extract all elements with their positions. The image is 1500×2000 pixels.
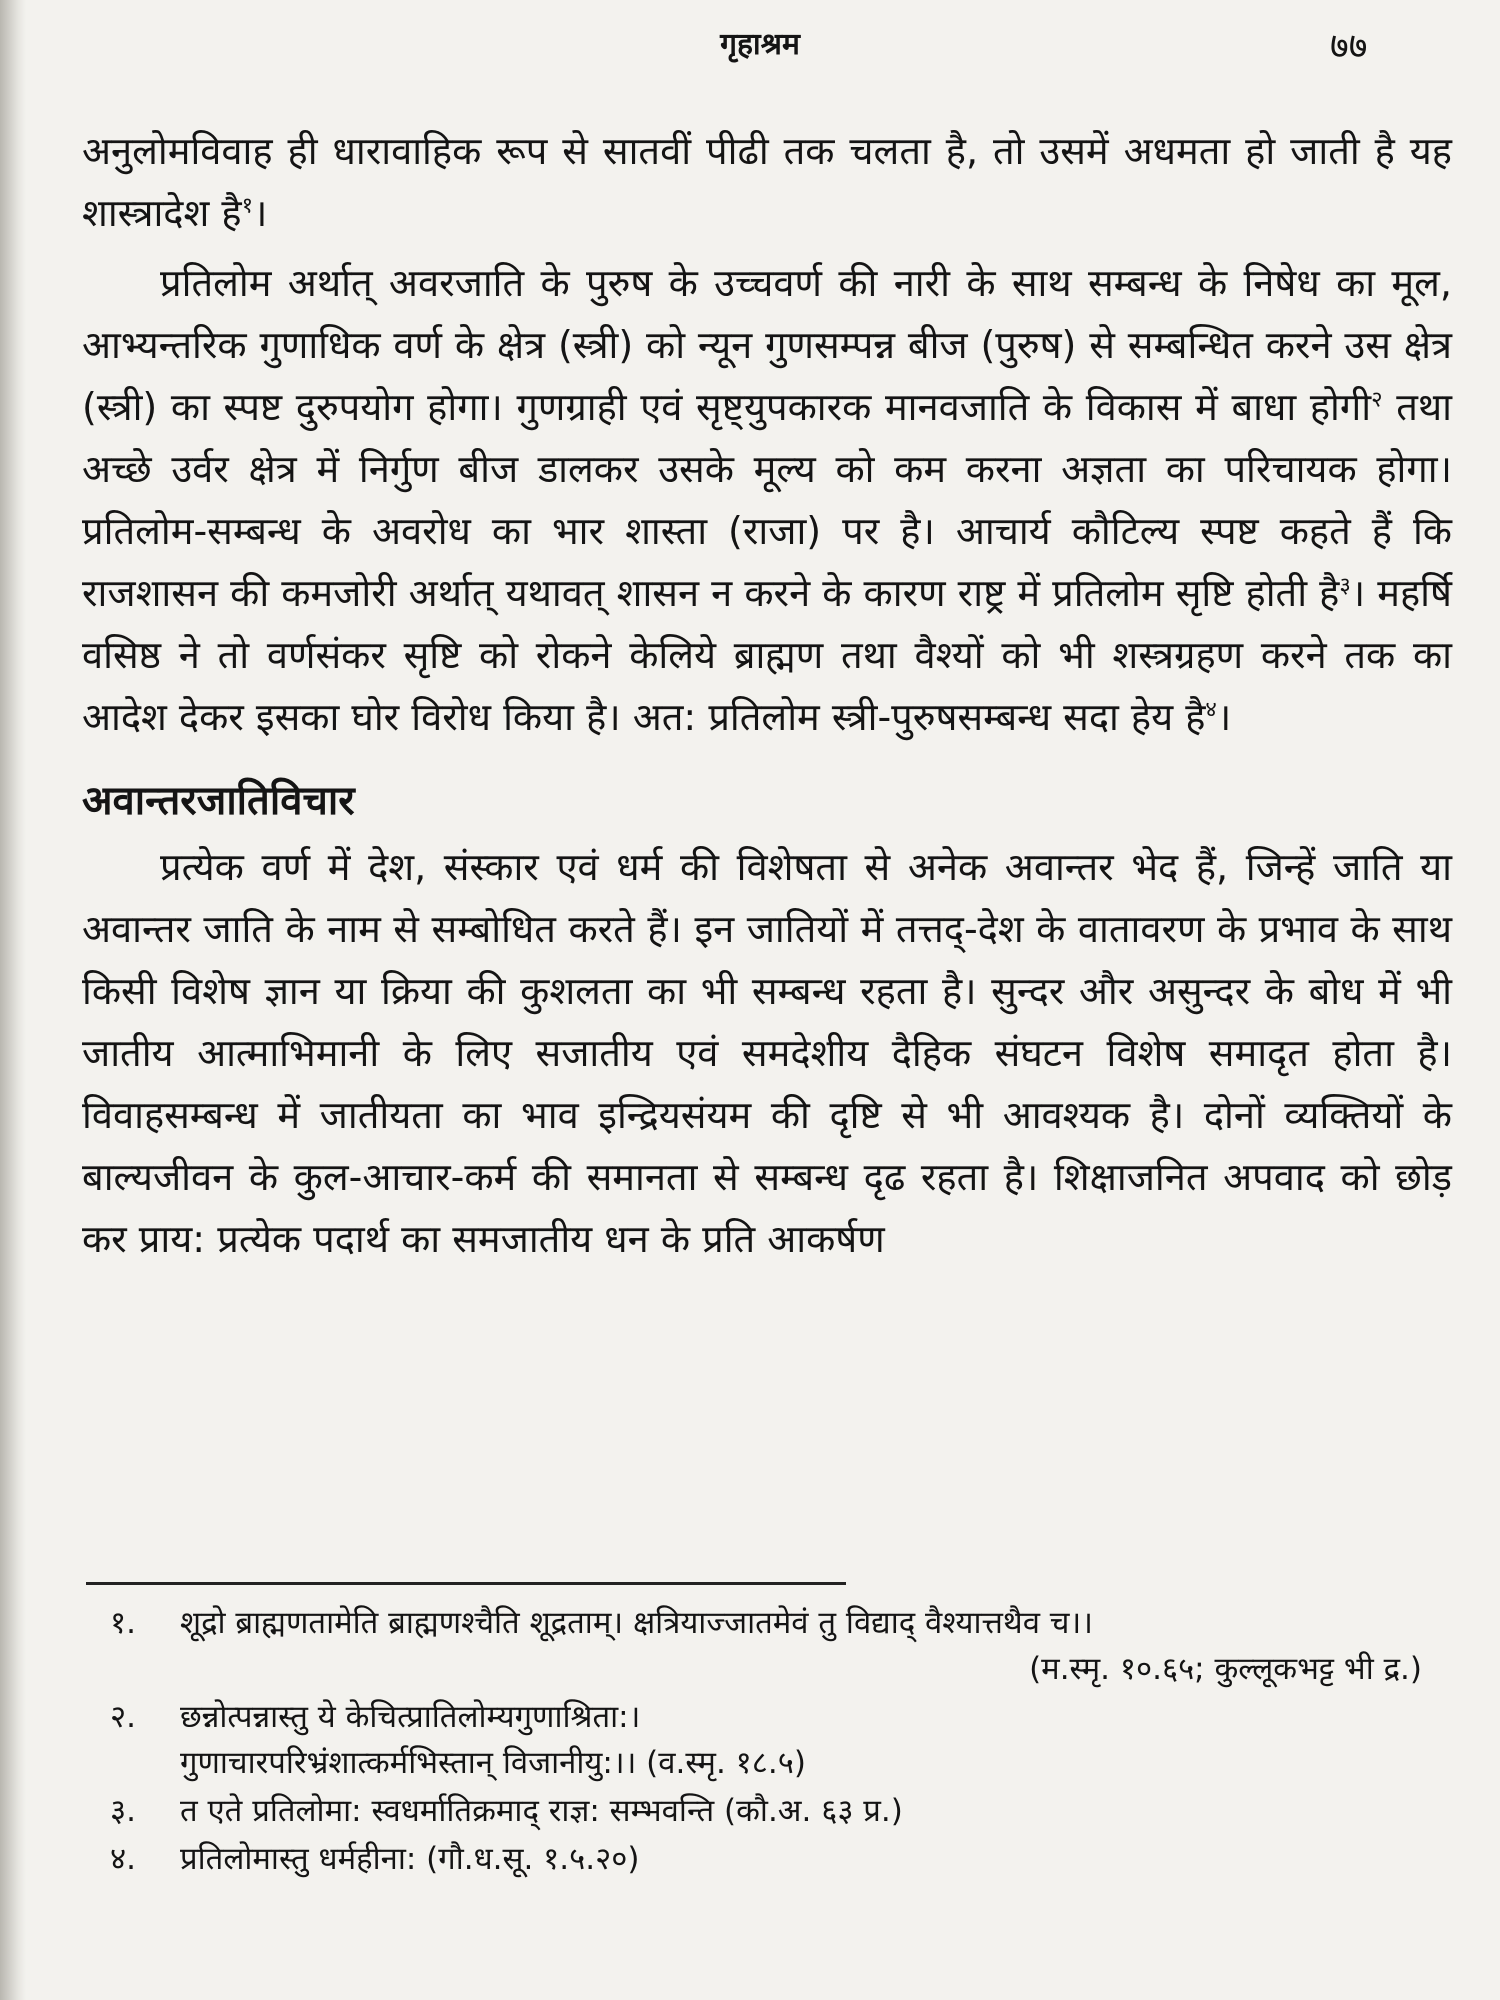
section-heading: अवान्तरजातिविचार bbox=[82, 778, 355, 824]
footnote-source: (म.स्मृ. १०.६५; कुल्लूकभट्ट भी द्र.) bbox=[1029, 1651, 1422, 1687]
footnote-divider bbox=[86, 1582, 846, 1585]
footnote-2 bbox=[110, 1694, 1450, 1786]
paragraph-3-text: प्रत्येक वर्ण में देश, संस्कार एवं धर्म की विशेषता से अनेक अवान्तर भेद हैं, जिन्हें जाति या अवान्तर जाति के नाम से सम्बोधित करते हैं। इन जातियों में तत्तद्-देश के वातावरण के प्रभाव के साथ किसी विशेष ज्ञान या क्रिया की कुशलता का भी सम्बन्ध रहता है। सुन्दर और असुन्दर के बोध में भी जातीय आत्माभिमानी के लिए सजातीय एवं समदेशीय दैहिक संघटन विशेष समादृत होता है। विवाहसम्बन्ध में जातीयता का भाव इन्द्रियसंयम की दृष्टि से भी आवश्यक है। दोनों व्यक्तियों के बाल्यजीवन के कुल-आचार-कर्म की समानता से सम्बन्ध दृढ रहता है। शिक्षाजनित अपवाद को छोड़ कर प्राय: प्रत्येक पदार्थ का समजातीय धन के प्रति आकर्षण bbox=[82, 845, 1452, 1261]
footnote-text: शूद्रो ब्राह्मणतामेति ब्राह्मणश्चैति शूद्रताम्। क्षत्रियाज्जातमेवं तु विद्याद् वैश्यात्तथैव च।। bbox=[180, 1605, 1093, 1641]
paragraph-1: अनुलोमविवाह ही धारावाहिक रूप से सातवीं पीढी तक चलता है, तो उसमें अधमता हो जाती है यह शास्त्रादेश है$^१$। bbox=[82, 129, 1452, 235]
footnote-ref-3: ३ bbox=[1339, 573, 1351, 599]
page-gutter-shadow bbox=[0, 0, 26, 2000]
paragraph-2: प्रतिलोम अर्थात् अवरजाति के पुरुष के उच्चवर्ण की नारी के साथ सम्बन्ध के निषेध का मूल, आभ्यन्तरिक गुणाधिक वर्ण के क्षेत्र (स्त्री) को न्यून गुणसम्पन्न बीज (पुरुष) से सम्बन्धित करने उस क्षेत्र (स्त्री) का स्पष्ट दुरुपयोग होगा। गुणग्राही एवं सृष्ट्युपकारक मानवजाति के विकास में बाधा होगी$^२$ तथा अच्छे उर्वर क्षेत्र में निर्गुण बीज डालकर उसके मूल्य को कम करना अज्ञता का परिचायक होगा। प्रतिलोम-सम्बन्ध के अवरोध का भार शास्ता (राजा) पर है। आचार्य कौटिल्य स्पष्ट कहते हैं कि राजशासन की कमजोरी अर्थात् यथावत् शासन न करने के कारण राष्ट्र में प्रतिलोम सृष्टि होती है$^३$। महर्षि वसिष्ठ ने तो वर्णसंकर सृष्टि को रोकने केलिये ब्राह्मण तथा वैश्यों को भी शस्त्रग्रहण करने तक का आदेश देकर इसका घोर विरोध किया है। अत: प्रतिलोम स्त्री-पुरुषसम्बन्ध सदा हेय है$^४$। bbox=[82, 261, 1452, 739]
footnote-number: ३. bbox=[110, 1793, 136, 1829]
footnote-number: २. bbox=[110, 1699, 136, 1735]
footnote-text: प्रतिलोमास्तु धर्महीना: (गौ.ध.सू. १.५.२०) bbox=[180, 1841, 640, 1877]
body-text bbox=[82, 120, 1452, 1278]
footnote-ref-2: २ bbox=[1371, 387, 1383, 413]
footnote-text-continued: गुणाचारपरिभ्रंशात्कर्मभिस्तान् विजानीयु:।। (व.स्मृ. १८.५) bbox=[180, 1745, 806, 1781]
footnote-1 bbox=[110, 1600, 1450, 1692]
footnote-number: १. bbox=[110, 1605, 136, 1641]
footnotes bbox=[110, 1600, 1450, 1884]
page-number: ७७ bbox=[1330, 26, 1368, 67]
paragraph-3 bbox=[82, 836, 1452, 1270]
footnote-text: छन्नोत्पन्नास्तु ये केचित्प्रातिलोम्यगुणाश्रिता:। bbox=[180, 1699, 641, 1735]
paragraph-2-text-a: प्रतिलोम अर्थात् अवरजाति के पुरुष के उच्चवर्ण की नारी के साथ सम्बन्ध के निषेध का मूल, आभ्यन्तरिक गुणाधिक वर्ण के क्षेत्र (स्त्री) को न्यून गुणसम्पन्न बीज (पुरुष) से सम्बन्धित करने उस क्षेत्र (स्त्री) का स्पष्ट दुरुपयोग होगा। गुणग्राही एवं सृष्ट्युपकारक मानवजाति के विकास में बाधा होगी bbox=[82, 261, 1452, 429]
running-head: गृहाश्रम bbox=[720, 27, 800, 62]
footnote-4 bbox=[110, 1836, 1450, 1882]
footnote-3 bbox=[110, 1788, 1450, 1834]
footnote-ref-1: १ bbox=[241, 193, 254, 219]
paragraph-1-text: अनुलोमविवाह ही धारावाहिक रूप से सातवीं पीढी तक चलता है, तो उसमें अधमता हो जाती है यह शास्त्रादेश है bbox=[82, 129, 1452, 235]
footnote-ref-4: ४ bbox=[1205, 697, 1217, 723]
footnote-number: ४. bbox=[110, 1841, 136, 1877]
footnote-text: त एते प्रतिलोमा: स्वधर्मातिक्रमाद् राज्ञ: सम्भवन्ति (कौ.अ. ६३ प्र.) bbox=[180, 1793, 903, 1829]
paragraph-2-text-b: तथा अच्छे उर्वर क्षेत्र में निर्गुण बीज डालकर उसके मूल्य को कम करना अज्ञता का परिचायक होगा। प्रतिलोम-सम्बन्ध के अवरोध का भार शास्ता (राजा) पर है। आचार्य कौटिल्य स्पष्ट कहते हैं कि राजशासन की कमजोरी अर्थात् यथावत् शासन न करने के कारण राष्ट्र में प्रतिलोम सृष्टि होती है bbox=[82, 385, 1452, 615]
paragraph-2-text-c: । महर्षि वसिष्ठ ने तो वर्णसंकर सृष्टि को रोकने केलिये ब्राह्मण तथा वैश्यों को भी शस्त्रग्रहण करने तक का आदेश देकर इसका घोर विरोध किया है। अत: प्रतिलोम स्त्री-पुरुषसम्बन्ध सदा हेय है bbox=[82, 571, 1452, 739]
